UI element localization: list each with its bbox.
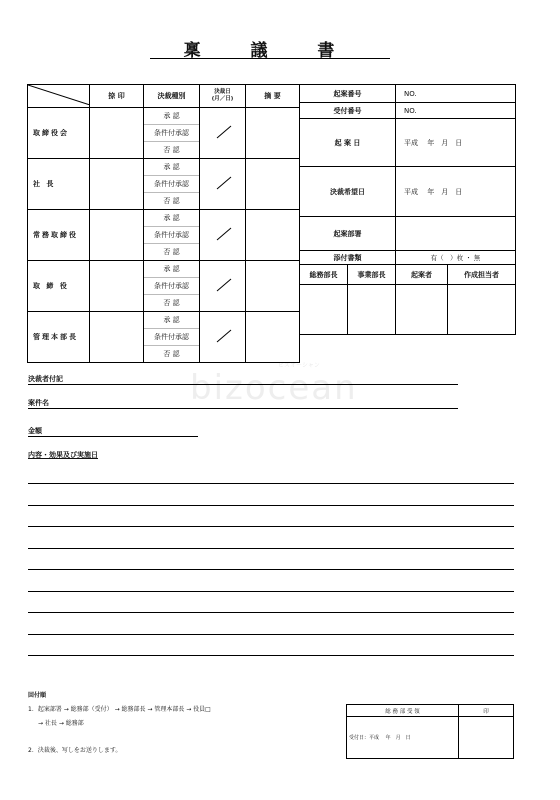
approver-label: 社 長 — [28, 159, 90, 210]
corner-cell — [28, 85, 90, 108]
decision-kind-option[interactable]: 否 認 — [163, 146, 180, 154]
writing-line[interactable] — [28, 483, 514, 484]
approver-label: 管理本部長 — [28, 312, 90, 363]
remarks-cell[interactable] — [246, 210, 300, 261]
watermark-sub: ビズオーシャン — [278, 362, 320, 369]
date-slash-mark — [200, 210, 246, 258]
field-anken: 案件名 — [28, 399, 49, 407]
header-date: 決裁日 (月／日) — [200, 85, 246, 108]
seal-box[interactable] — [90, 159, 144, 210]
decision-kind-option[interactable]: 承 認 — [144, 210, 199, 227]
decision-date-cell[interactable] — [200, 210, 246, 261]
date-slash-mark — [200, 108, 246, 156]
uketsuke-no-label: 受付番号 — [300, 103, 396, 119]
busho-label: 起案部署 — [300, 217, 396, 251]
header-stamp: 捺 印 — [90, 85, 144, 108]
remarks-cell[interactable] — [246, 312, 300, 363]
info-table — [299, 84, 516, 335]
remarks-cell[interactable] — [246, 108, 300, 159]
sign-header-soumu: 総務部長 — [300, 265, 348, 285]
decision-date-cell[interactable] — [200, 159, 246, 210]
seal-box[interactable] — [90, 261, 144, 312]
sign-box-jigyou[interactable] — [348, 285, 396, 335]
busho-value[interactable] — [396, 217, 516, 251]
date-slash-mark — [200, 159, 246, 207]
sign-header-tantou: 作成担当者 — [448, 265, 516, 285]
decision-kind-option[interactable]: 否 認 — [163, 299, 180, 307]
kian-no-value[interactable]: NO. — [396, 85, 516, 103]
notes-line2: → 社長 → 総務部 — [38, 720, 84, 727]
stamp-header-receipt: 総 務 部 受 領 — [347, 705, 459, 717]
writing-line[interactable] — [28, 634, 514, 635]
writing-line[interactable] — [28, 655, 514, 656]
approver-label: 常務取締役 — [28, 210, 90, 261]
date-slash-mark — [200, 312, 246, 360]
decision-kind-option[interactable]: 承 認 — [144, 312, 199, 329]
sign-header-kianshsa: 起案者 — [396, 265, 448, 285]
writing-line[interactable] — [28, 612, 514, 613]
kibou-date-value[interactable]: 平成 年 月 日 — [396, 167, 516, 217]
kian-date-value[interactable]: 平成 年 月 日 — [396, 119, 516, 167]
uketsuke-no-value[interactable]: NO. — [396, 103, 516, 119]
field-kingaku: 金額 — [28, 427, 42, 435]
corner-diagonal — [28, 85, 90, 105]
remarks-cell[interactable] — [246, 261, 300, 312]
decision-kind-option[interactable]: 条件付承認 — [144, 176, 199, 193]
decision-kind-option[interactable]: 条件付承認 — [144, 227, 199, 244]
stamp-receipt-date[interactable]: 受付日：平成 年 月 日 — [347, 717, 459, 759]
notes-heading: 回付順 — [28, 692, 47, 699]
document-title: 稟 議 書 — [183, 41, 357, 61]
title-underline — [150, 58, 390, 59]
field-kessaisha-fuki: 決裁者付記 — [28, 375, 63, 383]
approval-table — [27, 84, 300, 363]
header-remarks: 摘 要 — [246, 85, 300, 108]
decision-kind-option[interactable]: 否 認 — [163, 248, 180, 256]
stamp-seal-box[interactable] — [459, 717, 514, 759]
line-kingaku[interactable] — [28, 436, 198, 437]
decision-kind-option[interactable]: 承 認 — [144, 108, 199, 125]
notes-line1: 1．起案部署 → 総務部（受付） → 総務部長 → 管理本部長 → 役員□ — [28, 706, 211, 713]
decision-kind-cell — [144, 210, 200, 261]
decision-date-cell[interactable] — [200, 261, 246, 312]
seal-box[interactable] — [90, 108, 144, 159]
header-kind: 決裁種別 — [144, 85, 200, 108]
decision-date-cell[interactable] — [200, 108, 246, 159]
sign-box-tantou[interactable] — [448, 285, 516, 335]
approval-row — [28, 210, 300, 261]
sign-box-soumu[interactable] — [300, 285, 348, 335]
decision-kind-cell — [144, 108, 200, 159]
decision-kind-cell — [144, 312, 200, 363]
decision-kind-option[interactable]: 否 認 — [163, 350, 180, 358]
decision-kind-option[interactable]: 承 認 — [144, 159, 199, 176]
approval-row — [28, 108, 300, 159]
writing-line[interactable] — [28, 591, 514, 592]
watermark: bizocean — [190, 368, 358, 408]
writing-line[interactable] — [28, 505, 514, 506]
tenpu-label: 添付書類 — [300, 251, 396, 265]
line-anken[interactable] — [28, 408, 458, 409]
approval-row — [28, 159, 300, 210]
field-naiyou: 内容・効果及び実施日 — [28, 451, 98, 459]
decision-kind-option[interactable]: 条件付承認 — [144, 329, 199, 346]
decision-kind-cell — [144, 159, 200, 210]
kibou-date-label: 決裁希望日 — [300, 167, 396, 217]
tenpu-value[interactable]: 有（ ）枚 ・ 無 — [396, 251, 516, 265]
decision-kind-option[interactable]: 否 認 — [163, 197, 180, 205]
kian-no-label: 起案番号 — [300, 85, 396, 103]
remarks-cell[interactable] — [246, 159, 300, 210]
writing-line[interactable] — [28, 569, 514, 570]
stamp-header-seal: 印 — [459, 705, 514, 717]
decision-kind-option[interactable]: 条件付承認 — [144, 278, 199, 295]
line-kessaisha-fuki[interactable] — [28, 384, 458, 385]
writing-line[interactable] — [28, 548, 514, 549]
sign-header-jigyou: 事業部長 — [348, 265, 396, 285]
receipt-stamp-table — [346, 704, 514, 759]
date-slash-mark — [200, 261, 246, 309]
approval-row — [28, 312, 300, 363]
decision-kind-cell — [144, 261, 200, 312]
notes-line3: 2．決裁後、写しをお送りします。 — [28, 747, 122, 754]
kian-date-label: 起 案 日 — [300, 119, 396, 167]
approver-label: 取締役会 — [28, 108, 90, 159]
writing-line[interactable] — [28, 526, 514, 527]
decision-kind-option[interactable]: 承 認 — [144, 261, 199, 278]
decision-date-cell[interactable] — [200, 312, 246, 363]
approver-label: 取 締 役 — [28, 261, 90, 312]
seal-box[interactable] — [90, 312, 144, 363]
decision-kind-option[interactable]: 条件付承認 — [144, 125, 199, 142]
seal-box[interactable] — [90, 210, 144, 261]
approval-row — [28, 261, 300, 312]
sign-box-kianshsa[interactable] — [396, 285, 448, 335]
